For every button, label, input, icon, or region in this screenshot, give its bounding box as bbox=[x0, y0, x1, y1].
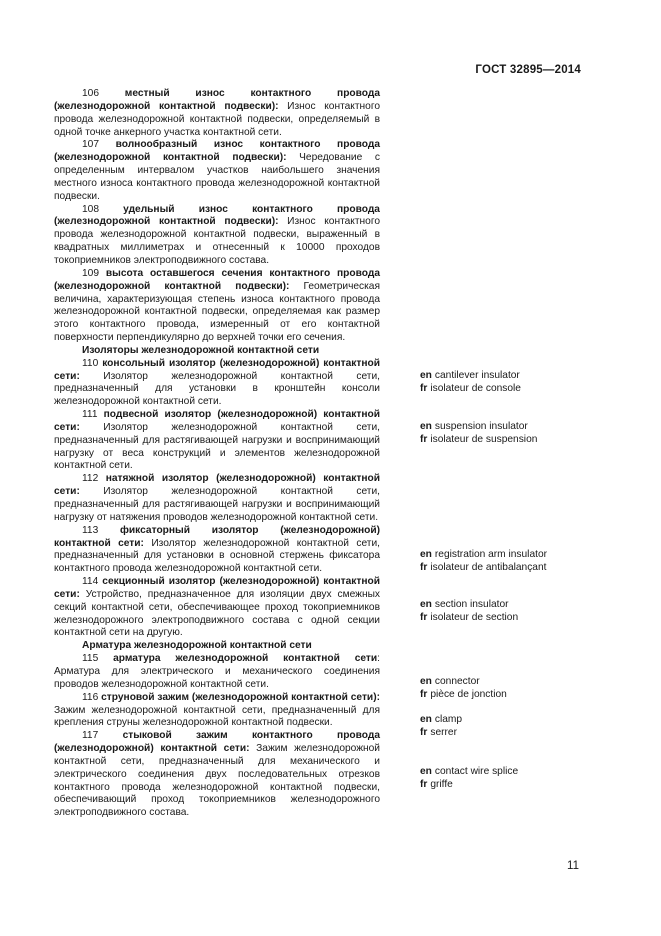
en-term: clamp bbox=[434, 714, 463, 725]
term-title: подвесной изолятор (железнодорожной) контактной сети: bbox=[54, 409, 380, 433]
term-108: 108 удельный износ контактного провода (железнодорожной контактной подвески): Износ контактного провода железнодорожной контактной подвески, выраженный в квадратных миллиметрах и отнесенный к 10000 проходов токоприемников электроподвижного состава. bbox=[54, 203, 380, 266]
en-term: suspension insulator bbox=[434, 421, 528, 432]
section-title-insulators: Изоляторы железнодорожной контактной сети bbox=[82, 344, 320, 356]
term-title: удельный износ контактного провода (железнодорожной контактной подвески): bbox=[54, 203, 380, 228]
fr-term: serrer bbox=[430, 726, 457, 738]
en-term: contact wire splice bbox=[434, 766, 519, 777]
page-number: 11 bbox=[567, 860, 579, 872]
term-110: 110 консольный изолятор (железнодорожной) контактной сети: Изолятор железнодорожной контактной сети, предназначенный для установки в кронштейн консоли железнодорожной контактной сети. bbox=[54, 357, 380, 408]
term-title: волнообразный износ контактного провода (железнодорожной контактной подвески): bbox=[54, 139, 380, 164]
term-title: стыковой зажим контактного провода (железнодорожной) контактной сети: bbox=[54, 730, 380, 755]
term-title: высота оставшегося сечения контактного провода (железнодорожной контактной подвески): bbox=[54, 267, 380, 292]
term-title: фиксаторный изолятор (железнодорожной) контактной сети: bbox=[54, 524, 380, 549]
term-112: 112 натяжной изолятор (железнодорожной) контактной сети: Изолятор железнодорожной контактной сети, предназначенный для растягивающей нагрузки и воспринимающий нагрузку от натяжения проводов железнодорожной контактной сети. bbox=[54, 473, 380, 523]
equivalent-110: en cantilever insulator fr isolateur de console bbox=[420, 370, 521, 394]
terms-column bbox=[54, 88, 380, 820]
term-114: 114 секционный изолятор (железнодорожной) контактной сети: Устройство, предназначенное для изоляции двух смежных секций контактной сети, обеспечивающее проход токоприемников железнодорожного электроподвижного состава с одной секции контактной сети на другую. bbox=[54, 576, 380, 639]
en-term: cantilever insulator bbox=[434, 370, 520, 381]
fr-term: griffe bbox=[430, 778, 453, 790]
equivalent-114: en section insulator fr isolateur de section bbox=[420, 599, 519, 623]
term-title: струновой зажим (железнодорожной контактной сети): bbox=[101, 691, 380, 703]
term-title: местный износ контактного провода (железнодорожной контактной подвески): bbox=[54, 88, 380, 112]
term-116: 116 струновой зажим (железнодорожной контактной сети): Зажим железнодорожной контактной сети, предназначенный для крепления струны железнодорожной контактной подвески. bbox=[54, 691, 380, 729]
fr-term: isolateur de console bbox=[430, 382, 521, 394]
equivalent-113: en registration arm insulator fr isolateur de antibalançant bbox=[420, 549, 547, 573]
en-term: registration arm insulator bbox=[434, 549, 547, 560]
term-115: 115 арматура железнодорожной контактной сети: Арматура для электрического и механического соединения проводов железнодорожной контактной сети. bbox=[54, 653, 380, 690]
equivalent-116: en clamp fr serrer bbox=[420, 714, 463, 738]
equivalent-115: en connector fr pièce de jonction bbox=[420, 676, 507, 700]
term-title: натяжной изолятор (железнодорожной) контактной сети: bbox=[54, 473, 380, 498]
en-term: section insulator bbox=[434, 599, 509, 610]
document-header: ГОСТ 32895—2014 bbox=[475, 64, 581, 76]
fr-term: isolateur de antibalançant bbox=[430, 561, 547, 573]
term-title: секционный изолятор (железнодорожной) контактной сети: bbox=[54, 576, 380, 600]
equivalent-111: en suspension insulator fr isolateur de suspension bbox=[420, 421, 538, 445]
equivalent-117: en contact wire splice fr griffe bbox=[420, 766, 519, 790]
term-111: 111 подвесной изолятор (железнодорожной) контактной сети: Изолятор железнодорожной контактной сети, предназначенный для растягивающей нагрузки и воспринимающий нагрузку от веса конструкций и элементов железнодорожной контактной сети. bbox=[54, 409, 380, 472]
term-113: 113 фиксаторный изолятор (железнодорожной) контактной сети: Изолятор железнодорожной контактной сети, предназначенный для установки в основной стержень фиксатора контактного провода железнодорожной контактной сети. bbox=[54, 524, 380, 575]
fr-term: isolateur de section bbox=[430, 611, 519, 623]
term-title: арматура железнодорожной контактной сети bbox=[113, 653, 378, 665]
term-106: 106 местный износ контактного провода (железнодорожной контактной подвески): Износ контактного провода железнодорожной контактной подвески, определяемый в одной точке анкерного участка контактной сети. bbox=[54, 88, 380, 138]
fr-term: pièce de jonction bbox=[430, 688, 507, 700]
section-title-fittings: Арматура железнодорожной контактной сети bbox=[82, 640, 312, 652]
term-109: 109 высота оставшегося сечения контактного провода (железнодорожной контактной подвески): Геометрическая величина, характеризующая степень износа контактного провода железнодорожной контактной подвески, определяемая как размер этого контактного провода, измеренный от его контактной поверхности перпендикулярно до верхней точки его сечения. bbox=[54, 267, 380, 344]
fr-term: isolateur de suspension bbox=[430, 433, 538, 445]
term-117: 117 стыковой зажим контактного провода (железнодорожной) контактной сети: Зажим железнодорожной контактной сети, предназначенный для механического и электрического соединения двух последовательных отрезков контактного провода железнодорожной контактной подвески, обеспечивающий проход токоприемников железнодорожного электроподвижного состава. bbox=[54, 730, 380, 819]
term-107: 107 волнообразный износ контактного провода (железнодорожной контактной подвески): Чередование с определенным интервалом участков наибольшего значения местного износа контактного провода железнодорожной контактной подвески. bbox=[54, 139, 380, 202]
en-term: connector bbox=[434, 676, 480, 687]
term-title: консольный изолятор (железнодорожной) контактной сети: bbox=[54, 357, 380, 382]
